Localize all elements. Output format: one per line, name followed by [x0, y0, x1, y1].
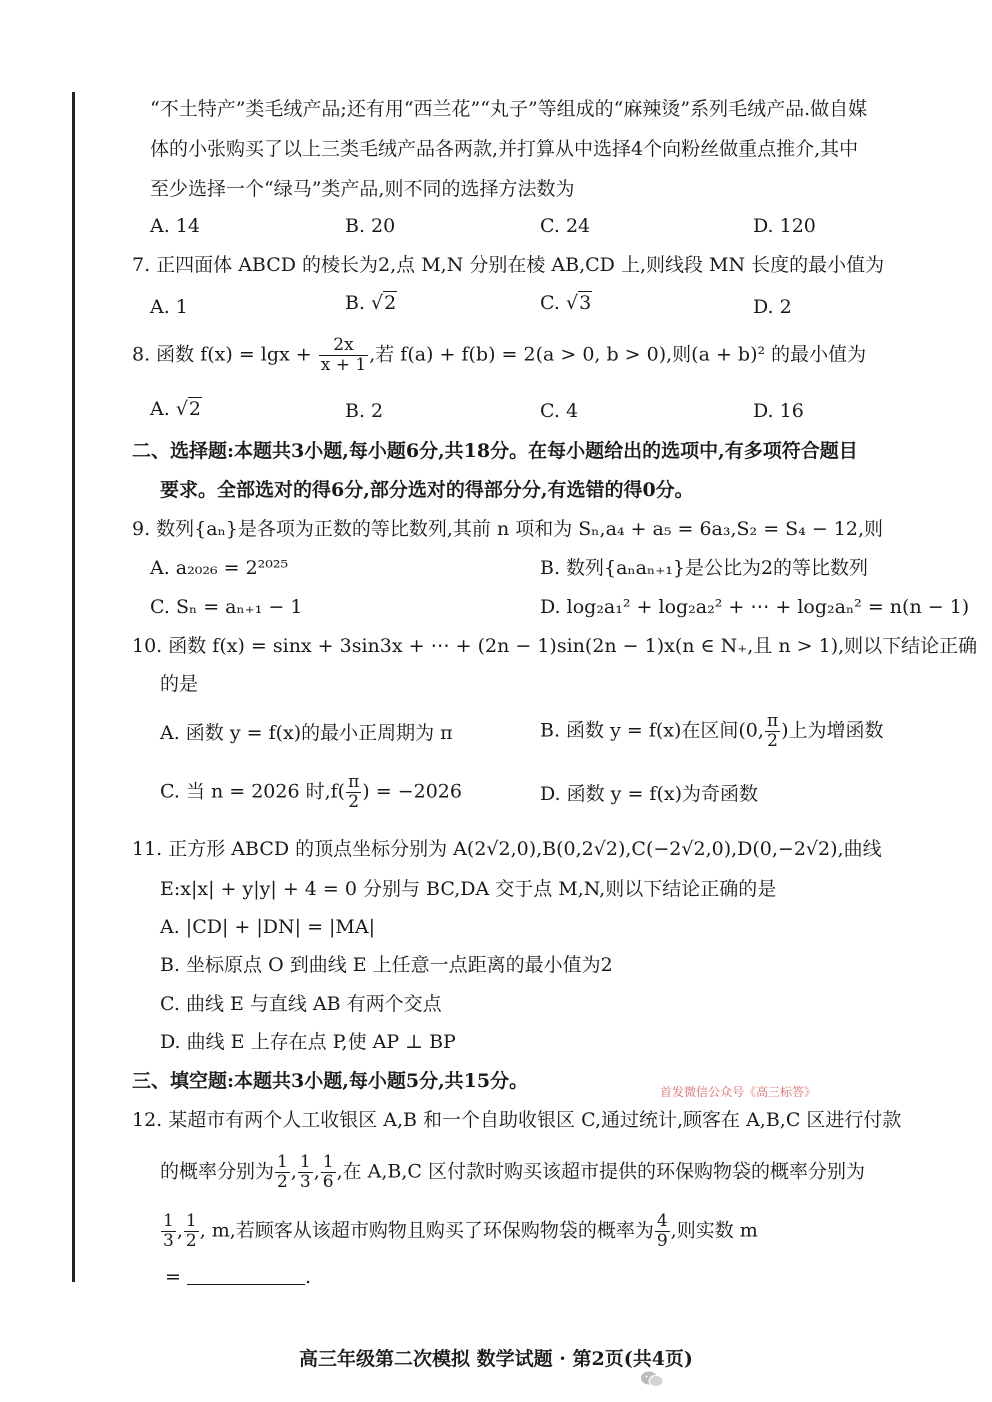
watermark: 首发微信公众号《高三标答》: [660, 1085, 817, 1099]
q12-stem: 12. 某超市有两个人工收银区 A,B 和一个自助收银区 C,通过统计,顾客在 A,B,C 区进行付款: [132, 1109, 902, 1131]
q7-option-d: D. 2: [753, 296, 792, 318]
q8-option-c: C. 4: [540, 400, 579, 422]
q12-stem-line2: 的概率分别为 $\frac{1}{2}$ , $\frac{1}{3}$ , $\frac{1}{6}$ ,在 A,B,C 区付款时购买该超市提供的环保购物袋的概率分别为: [160, 1152, 866, 1192]
q6-line3: 至少选择一个“绿马”类产品,则不同的选择方法数为: [150, 178, 575, 200]
q11-option-d: D. 曲线 E 上存在点 P,使 AP ⊥ BP: [160, 1031, 456, 1053]
q11-option-c: C. 曲线 E 与直线 AB 有两个交点: [160, 993, 442, 1015]
page-footer: 高三年级第二次模拟 数学试题 · 第2页(共4页): [299, 1348, 693, 1370]
wechat-icon: [640, 1370, 664, 1388]
q11-option-b: B. 坐标原点 O 到曲线 E 上任意一点距离的最小值为2: [160, 954, 613, 976]
q9-option-a: A. a₂₀₂₆ = 2²⁰²⁵: [150, 557, 289, 579]
q6-option-d: D. 120: [753, 215, 816, 237]
q12-answer-line: = .: [165, 1266, 312, 1288]
margin-line: [72, 92, 75, 1282]
q8-option-a: A. √2: [150, 398, 202, 420]
q7-option-c: C. √3: [540, 292, 592, 314]
q8-option-b: B. 2: [345, 400, 384, 422]
q10-stem-cont: 的是: [160, 673, 199, 695]
q6-option-b: B. 20: [345, 215, 396, 237]
q11-stem-cont: E:x|x| + y|y| + 4 = 0 分别与 BC,DA 交于点 M,N,则以下结论正确的是: [160, 878, 777, 900]
q9-option-d: D. log₂a₁² + log₂a₂² + ⋯ + log₂aₙ² = n(n − 1): [540, 596, 970, 618]
q10-option-c: C. 当 n = 2026 时,f( $\frac{\pi}{2}$ ) = −2026: [160, 772, 462, 812]
q8-option-d: D. 16: [753, 400, 804, 422]
q10-stem: 10. 函数 f(x) = sinx + 3sin3x + ⋯ + (2n − 1)sin(2n − 1)x(n ∈ N₊,且 n > 1),则以下结论正确: [132, 635, 978, 657]
q11-option-a: A. |CD| + |DN| = |MA|: [160, 916, 376, 938]
q7-option-a: A. 1: [150, 296, 188, 318]
q12-stem-line3: $\frac{1}{3}$ , $\frac{1}{2}$ , m,若顾客从该超市购物且购买了环保购物袋的概率为 $\frac{4}{9}$ ,则实数 m: [163, 1211, 758, 1251]
q7-stem: 7. 正四面体 ABCD 的棱长为2,点 M,N 分别在棱 AB,CD 上,则线段 MN 长度的最小值为: [132, 254, 885, 276]
q9-stem: 9. 数列{aₙ}是各项为正数的等比数列,其前 n 项和为 Sₙ,a₄ + a₅ = 6a₃,S₂ = S₄ − 12,则: [132, 518, 884, 540]
section2-heading: 二、选择题:本题共3小题,每小题6分,共18分。在每小题给出的选项中,有多项符合题目: [132, 440, 858, 462]
answer-blank: [187, 1266, 305, 1285]
q10-option-a: A. 函数 y = f(x)的最小正周期为 π: [160, 722, 453, 744]
q6-line2: 体的小张购买了以上三类毛绒产品各两款,并打算从中选择4个向粉丝做重点推介,其中: [150, 138, 859, 160]
q6-line1: “不土特产”类毛绒产品;还有用“西兰花”“丸子”等组成的“麻辣烫”系列毛绒产品.做自媒: [150, 98, 868, 120]
q9-option-b: B. 数列{aₙaₙ₊₁}是公比为2的等比数列: [540, 557, 869, 579]
q11-stem: 11. 正方形 ABCD 的顶点坐标分别为 A(2√2,0),B(0,2√2),C(−2√2,0),D(0,−2√2),曲线: [132, 838, 882, 860]
section3-heading: 三、填空题:本题共3小题,每小题5分,共15分。: [132, 1070, 529, 1092]
q6-option-a: A. 14: [150, 215, 200, 237]
q8-fraction: $\frac{2x}{x + 1}$: [320, 335, 367, 375]
q9-option-c: C. Sₙ = aₙ₊₁ − 1: [150, 596, 303, 618]
q8-stem: 8. 函数 f(x) = lgx + $\frac{2x}{x + 1}$ ,若 f(a) + f(b) = 2(a > 0, b > 0),则(a + b)² 的最小值为: [132, 335, 867, 375]
q10-option-d: D. 函数 y = f(x)为奇函数: [540, 783, 758, 805]
q6-option-c: C. 24: [540, 215, 591, 237]
q10-option-b: B. 函数 y = f(x)在区间(0, $\frac{\pi}{2}$ )上为增函数: [540, 711, 884, 751]
section2-heading-cont: 要求。全部选对的得6分,部分选对的得部分分,有选错的得0分。: [160, 479, 694, 501]
q7-option-b: B. √2: [345, 292, 397, 314]
